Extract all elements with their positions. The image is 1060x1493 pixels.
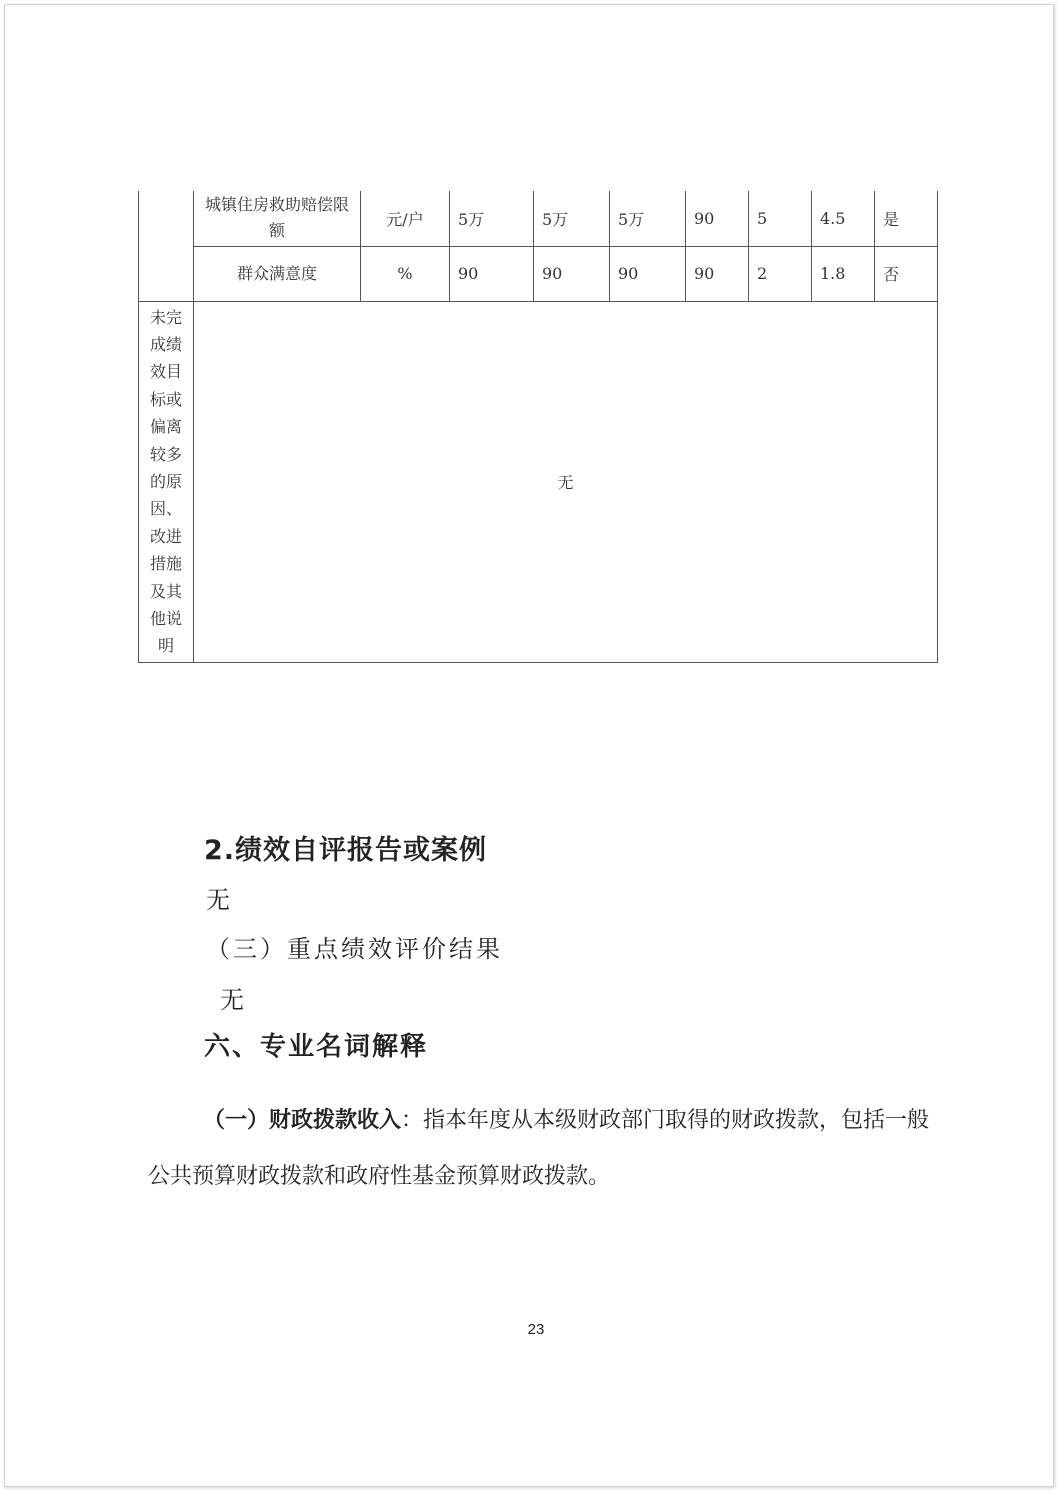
value-cell: 是 xyxy=(875,191,938,246)
remark-label-line: 偏离 xyxy=(149,417,182,437)
value-cell: 1.8 xyxy=(812,246,875,301)
value-cell: 5万 xyxy=(610,191,686,246)
remark-label-cell xyxy=(139,301,194,662)
definition-paragraph xyxy=(148,1093,933,1205)
value-cell: 5万 xyxy=(450,191,534,246)
value-cell: 90 xyxy=(450,246,534,301)
section-2-title: 2.绩效自评报告或案例 xyxy=(204,835,488,866)
remark-label-line: 效目 xyxy=(149,362,182,382)
table-row xyxy=(139,191,938,246)
definition-text: ：指本年度从本级财政部门取得的财政拨款，包括一般公共预算财政拨款和政府性基金预算财政拨款。 xyxy=(148,1108,930,1189)
table-row xyxy=(139,246,938,301)
value-cell: 90 xyxy=(534,246,610,301)
unit-cell: % xyxy=(361,246,450,301)
remark-label-line: 明 xyxy=(157,636,174,656)
section-6-title: 六、专业名词解释 xyxy=(204,1032,429,1062)
value-cell: 否 xyxy=(875,246,938,301)
remark-label-line: 较多 xyxy=(149,444,182,464)
definition-term: （一）财政拨款收入 xyxy=(203,1108,402,1133)
remark-label-line: 的原 xyxy=(149,471,182,491)
page-number: 23 xyxy=(527,1321,545,1338)
unit-cell: 元/户 xyxy=(361,191,450,246)
remark-label-line: 未完 xyxy=(149,307,182,327)
value-cell: 4.5 xyxy=(812,191,875,246)
remark-label-line: 措施 xyxy=(149,554,182,574)
value-cell: 90 xyxy=(610,246,686,301)
remark-label-line: 标或 xyxy=(149,389,182,409)
remark-label-line: 改进 xyxy=(149,526,182,546)
merged-label-cell xyxy=(139,191,194,301)
remark-label-line: 成绩 xyxy=(149,334,182,354)
indicator-cell: 城镇住房救助赔偿限额 xyxy=(194,191,361,246)
section-2-body: 无 xyxy=(206,886,230,914)
remark-label-line: 他说 xyxy=(149,608,182,628)
table-row xyxy=(139,301,938,662)
value-cell: 90 xyxy=(686,246,749,301)
performance-table xyxy=(138,191,938,663)
remark-label-line: 因、 xyxy=(149,499,182,519)
value-cell: 5 xyxy=(749,191,812,246)
section-3-title: （三）重点绩效评价结果 xyxy=(206,935,503,963)
section-3-body: 无 xyxy=(220,986,244,1014)
indicator-cell: 群众满意度 xyxy=(194,246,361,301)
value-cell: 5万 xyxy=(534,191,610,246)
value-cell: 2 xyxy=(749,246,812,301)
remark-value-cell: 无 xyxy=(194,301,938,662)
remark-label-line: 及其 xyxy=(149,581,182,601)
value-cell: 90 xyxy=(686,191,749,246)
